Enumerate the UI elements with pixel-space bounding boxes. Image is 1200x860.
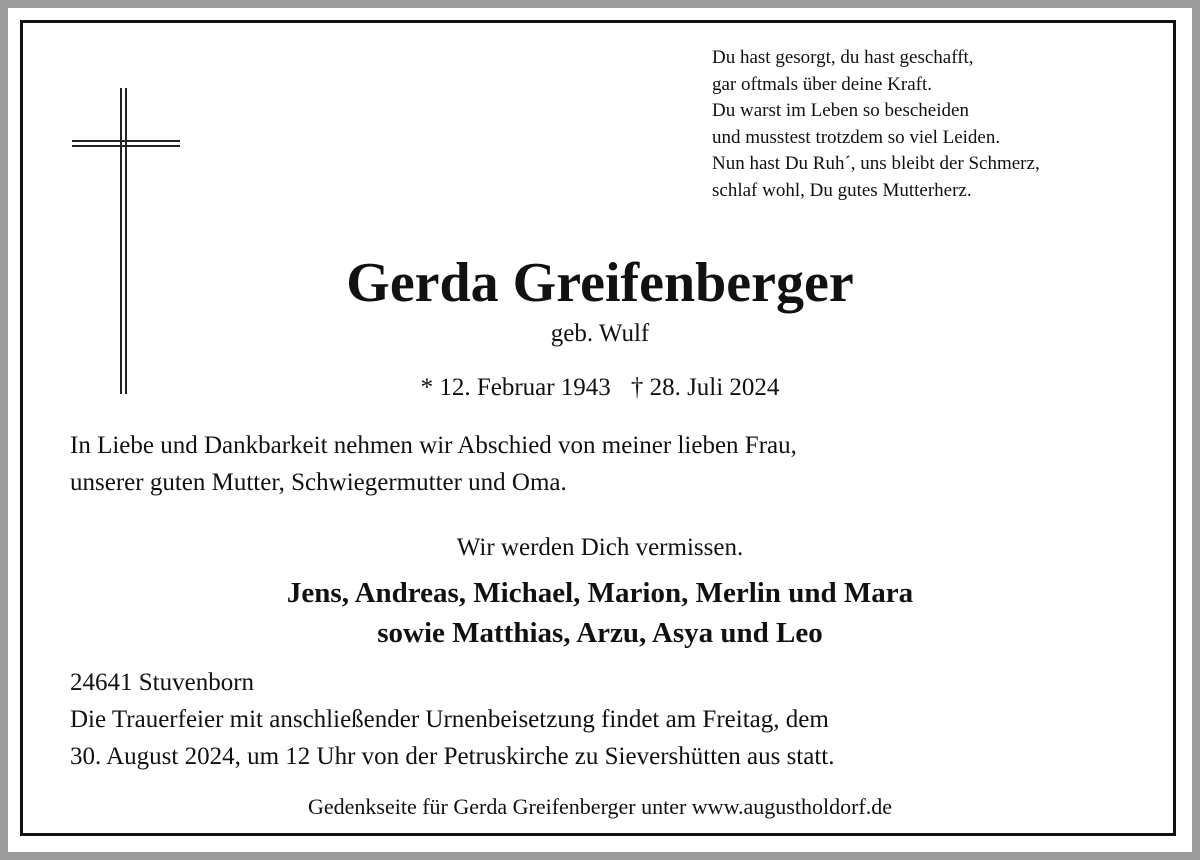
obituary-card xyxy=(8,8,1192,852)
memorial-page-link[interactable]: Gedenkseite für Gerda Greifenberger unter www.augustholdorf.de xyxy=(308,794,892,819)
family-line: sowie Matthias, Arzu, Asya und Leo xyxy=(377,617,823,649)
life-dates xyxy=(8,371,1192,405)
poem xyxy=(712,45,1040,204)
farewell-line: unserer guten Mutter, Schwiegermutter und Oma. xyxy=(70,469,567,496)
poem-line: und musstest trotzdem so viel Leiden. xyxy=(712,126,1001,148)
poem-line: Nun hast Du Ruh´, uns bleibt der Schmerz, xyxy=(712,153,1040,174)
ceremony-line: Die Trauerfeier mit anschließender Urnenbeisetzung findet am Freitag, dem xyxy=(70,706,829,733)
family-names xyxy=(8,573,1192,653)
family-line: Jens, Andreas, Michael, Marion, Merlin und Mara xyxy=(286,577,914,609)
death-date: † 28. Juli 2024 xyxy=(630,374,780,401)
poem-line: gar oftmals über deine Kraft. xyxy=(712,73,932,95)
birth-date: * 12. Februar 1943 xyxy=(420,374,611,401)
poem-line: Du warst im Leben so bescheiden xyxy=(712,100,969,121)
miss-text: Wir werden Dich vermissen. xyxy=(456,534,744,561)
ceremony-info xyxy=(70,664,834,775)
poem-line: schlaf wohl, Du gutes Mutterherz. xyxy=(712,179,972,201)
poem-line: Du hast gesorgt, du hast geschafft, xyxy=(712,47,974,68)
ceremony-line: 30. August 2024, um 12 Uhr von der Petruskirche zu Sievershütten aus statt. xyxy=(70,743,835,770)
farewell-text xyxy=(70,427,797,501)
place: 24641 Stuvenborn xyxy=(70,669,255,696)
farewell-line: In Liebe und Dankbarkeit nehmen wir Abschied von meiner lieben Frau, xyxy=(70,432,797,459)
deceased-name: Gerda Greifenberger xyxy=(346,252,854,314)
maiden-name: geb. Wulf xyxy=(550,320,650,347)
